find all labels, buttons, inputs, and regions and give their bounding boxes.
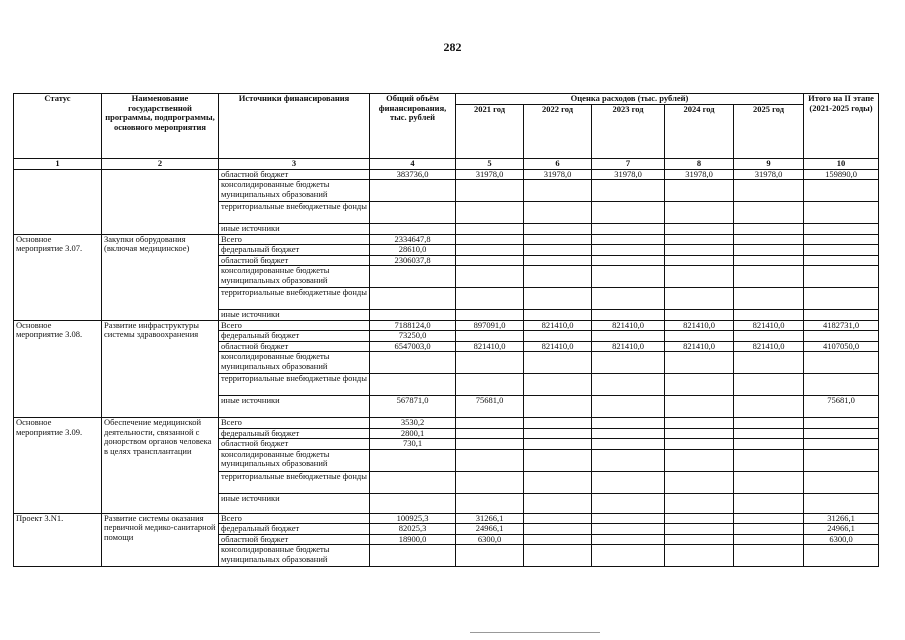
column-number-row: [14, 158, 879, 169]
year-amount-cell: [665, 545, 734, 567]
stage-total-cell: [804, 471, 879, 493]
year-amount-cell: 24966,1: [456, 524, 524, 535]
year-amount-cell: [734, 255, 804, 266]
stage-total-cell: [804, 266, 879, 288]
funding-source-cell: федеральный бюджет: [219, 428, 370, 439]
col-number: 8: [665, 158, 734, 169]
funding-source-cell: иные источники: [219, 493, 370, 513]
year-amount-cell: [592, 310, 665, 321]
year-amount-cell: [456, 245, 524, 256]
col-number: 1: [14, 158, 102, 169]
year-amount-cell: [592, 234, 665, 245]
funding-source-cell: консолидированные бюджеты муниципальных образований: [219, 449, 370, 471]
year-amount-cell: 821410,0: [734, 320, 804, 331]
year-amount-cell: [592, 266, 665, 288]
year-amount-cell: [524, 534, 592, 545]
stage-total-cell: 75681,0: [804, 396, 879, 418]
year-amount-cell: [592, 224, 665, 235]
year-amount-cell: [665, 374, 734, 396]
funding-source-cell: Всего: [219, 513, 370, 524]
col-number: 4: [370, 158, 456, 169]
year-amount-cell: [524, 288, 592, 310]
total-amount-cell: [370, 545, 456, 567]
year-amount-cell: [734, 524, 804, 535]
stage-total-cell: [804, 352, 879, 374]
year-amount-cell: [524, 352, 592, 374]
year-amount-cell: [524, 245, 592, 256]
funding-source-cell: иные источники: [219, 310, 370, 321]
year-amount-cell: [665, 513, 734, 524]
year-amount-cell: [524, 224, 592, 235]
year-amount-cell: [665, 524, 734, 535]
total-amount-cell: 73250,0: [370, 331, 456, 342]
year-amount-cell: [665, 224, 734, 235]
funding-source-cell: консолидированные бюджеты муниципальных образований: [219, 545, 370, 567]
year-amount-cell: [734, 493, 804, 513]
year-amount-cell: [665, 310, 734, 321]
year-amount-cell: [665, 202, 734, 224]
year-amount-cell: [592, 202, 665, 224]
year-amount-cell: [456, 493, 524, 513]
header-year: 2024 год: [665, 104, 734, 158]
year-amount-cell: [456, 255, 524, 266]
year-amount-cell: [592, 449, 665, 471]
year-amount-cell: [524, 524, 592, 535]
year-amount-cell: 897091,0: [456, 320, 524, 331]
year-amount-cell: [524, 374, 592, 396]
year-amount-cell: [592, 374, 665, 396]
year-amount-cell: [524, 418, 592, 429]
stage-total-cell: [804, 439, 879, 450]
funding-source-cell: областной бюджет: [219, 439, 370, 450]
year-amount-cell: 821410,0: [734, 341, 804, 352]
total-amount-cell: 3530,2: [370, 418, 456, 429]
year-amount-cell: 6300,0: [456, 534, 524, 545]
year-amount-cell: [456, 374, 524, 396]
year-amount-cell: [456, 224, 524, 235]
total-amount-cell: [370, 374, 456, 396]
total-amount-cell: [370, 471, 456, 493]
year-amount-cell: [665, 255, 734, 266]
header-year: 2023 год: [592, 104, 665, 158]
year-amount-cell: [456, 266, 524, 288]
funding-source-cell: территориальные внебюджетные фонды: [219, 374, 370, 396]
year-amount-cell: 31978,0: [456, 169, 524, 180]
status-cell: [14, 169, 102, 234]
table-header: [14, 94, 879, 170]
status-cell: Основное мероприятие 3.09.: [14, 418, 102, 514]
year-amount-cell: [734, 180, 804, 202]
year-amount-cell: [592, 245, 665, 256]
year-amount-cell: [592, 439, 665, 450]
year-amount-cell: [734, 288, 804, 310]
funding-source-cell: иные источники: [219, 396, 370, 418]
year-amount-cell: [734, 449, 804, 471]
year-amount-cell: [592, 352, 665, 374]
year-amount-cell: [665, 396, 734, 418]
year-amount-cell: [592, 493, 665, 513]
funding-source-cell: территориальные внебюджетные фонды: [219, 288, 370, 310]
stage-total-cell: [804, 374, 879, 396]
status-cell: Основное мероприятие 3.08.: [14, 320, 102, 418]
year-amount-cell: [734, 545, 804, 567]
year-amount-cell: [524, 428, 592, 439]
year-amount-cell: [524, 513, 592, 524]
year-amount-cell: [524, 202, 592, 224]
year-amount-cell: [456, 310, 524, 321]
stage-total-cell: 6300,0: [804, 534, 879, 545]
total-amount-cell: 567871,0: [370, 396, 456, 418]
year-amount-cell: [456, 449, 524, 471]
total-amount-cell: 2334647,8: [370, 234, 456, 245]
year-amount-cell: [524, 255, 592, 266]
year-amount-cell: [524, 471, 592, 493]
funding-source-cell: федеральный бюджет: [219, 524, 370, 535]
year-amount-cell: [734, 439, 804, 450]
col-number: 5: [456, 158, 524, 169]
stage-total-cell: [804, 449, 879, 471]
total-amount-cell: 18900,0: [370, 534, 456, 545]
col-number: 2: [102, 158, 219, 169]
year-amount-cell: [665, 288, 734, 310]
total-amount-cell: 730,1: [370, 439, 456, 450]
stage-total-cell: [804, 493, 879, 513]
year-amount-cell: [456, 202, 524, 224]
total-amount-cell: [370, 180, 456, 202]
program-name-cell: Развитие системы оказания первичной медико-санитарной помощи: [102, 513, 219, 567]
total-amount-cell: 82025,3: [370, 524, 456, 535]
total-amount-cell: [370, 288, 456, 310]
budget-table: [13, 93, 879, 567]
total-amount-cell: 100925,3: [370, 513, 456, 524]
year-amount-cell: [665, 266, 734, 288]
funding-source-cell: территориальные внебюджетные фонды: [219, 202, 370, 224]
header-name: Наименование государственной программы, подпрограммы, основного мероприятия: [102, 94, 219, 159]
year-amount-cell: [734, 513, 804, 524]
year-amount-cell: [456, 545, 524, 567]
header-sources: Источники финансирования: [219, 94, 370, 159]
year-amount-cell: 821410,0: [665, 341, 734, 352]
stage-total-cell: [804, 202, 879, 224]
col-number: 9: [734, 158, 804, 169]
table-body: [14, 169, 879, 567]
year-amount-cell: [456, 234, 524, 245]
stage-total-cell: [804, 428, 879, 439]
year-amount-cell: [456, 352, 524, 374]
year-amount-cell: [524, 439, 592, 450]
year-amount-cell: [734, 202, 804, 224]
year-amount-cell: [665, 471, 734, 493]
year-amount-cell: [734, 245, 804, 256]
program-name-cell: Обеспечение медицинской деятельности, связанной с донорством органов человека в целях трансплантации: [102, 418, 219, 514]
total-amount-cell: [370, 352, 456, 374]
header-status: Статус: [14, 94, 102, 159]
total-amount-cell: 383736,0: [370, 169, 456, 180]
year-amount-cell: [592, 331, 665, 342]
year-amount-cell: [734, 331, 804, 342]
funding-source-cell: консолидированные бюджеты муниципальных образований: [219, 180, 370, 202]
year-amount-cell: [456, 331, 524, 342]
year-amount-cell: [524, 310, 592, 321]
year-amount-cell: 821410,0: [524, 341, 592, 352]
total-amount-cell: 2800,1: [370, 428, 456, 439]
year-amount-cell: [592, 288, 665, 310]
year-amount-cell: [524, 234, 592, 245]
col-number: 7: [592, 158, 665, 169]
funding-source-cell: Всего: [219, 234, 370, 245]
year-amount-cell: 31978,0: [665, 169, 734, 180]
stage-total-cell: 159890,0: [804, 169, 879, 180]
year-amount-cell: [665, 245, 734, 256]
funding-source-cell: Всего: [219, 320, 370, 331]
year-amount-cell: [665, 234, 734, 245]
total-amount-cell: [370, 449, 456, 471]
funding-source-cell: федеральный бюджет: [219, 245, 370, 256]
year-amount-cell: [456, 288, 524, 310]
col-number: 3: [219, 158, 370, 169]
year-amount-cell: 821410,0: [524, 320, 592, 331]
bottom-rule: [470, 632, 600, 633]
funding-source-cell: территориальные внебюджетные фонды: [219, 471, 370, 493]
year-amount-cell: [665, 180, 734, 202]
year-amount-cell: [734, 310, 804, 321]
col-number: 10: [804, 158, 879, 169]
year-amount-cell: [734, 418, 804, 429]
total-amount-cell: [370, 224, 456, 235]
year-amount-cell: [592, 524, 665, 535]
stage-total-cell: 24966,1: [804, 524, 879, 535]
table-row: [14, 169, 879, 180]
funding-source-cell: консолидированные бюджеты муниципальных образований: [219, 352, 370, 374]
stage-total-cell: [804, 545, 879, 567]
year-amount-cell: 821410,0: [592, 320, 665, 331]
total-amount-cell: [370, 310, 456, 321]
stage-total-cell: 31266,1: [804, 513, 879, 524]
total-amount-cell: 7188124,0: [370, 320, 456, 331]
stage-total-cell: [804, 255, 879, 266]
stage-total-cell: [804, 288, 879, 310]
year-amount-cell: 31266,1: [456, 513, 524, 524]
total-amount-cell: 28610,0: [370, 245, 456, 256]
funding-source-cell: областной бюджет: [219, 341, 370, 352]
table-row: [14, 513, 879, 524]
year-amount-cell: [456, 180, 524, 202]
header-year: 2025 год: [734, 104, 804, 158]
year-amount-cell: [592, 180, 665, 202]
year-amount-cell: [592, 396, 665, 418]
stage-total-cell: [804, 331, 879, 342]
year-amount-cell: 821410,0: [456, 341, 524, 352]
year-amount-cell: 821410,0: [592, 341, 665, 352]
stage-total-cell: 4107050,0: [804, 341, 879, 352]
year-amount-cell: [734, 374, 804, 396]
table-row: [14, 418, 879, 429]
header-year: 2022 год: [524, 104, 592, 158]
funding-source-cell: Всего: [219, 418, 370, 429]
year-amount-cell: [734, 428, 804, 439]
year-amount-cell: [524, 545, 592, 567]
stage-total-cell: [804, 180, 879, 202]
stage-total-cell: [804, 245, 879, 256]
year-amount-cell: [665, 331, 734, 342]
year-amount-cell: [592, 428, 665, 439]
year-amount-cell: [734, 534, 804, 545]
year-amount-cell: [524, 493, 592, 513]
header-year: 2021 год: [456, 104, 524, 158]
stage-total-cell: [804, 224, 879, 235]
page-number: 282: [443, 40, 462, 54]
year-amount-cell: [592, 534, 665, 545]
year-amount-cell: [665, 428, 734, 439]
stage-total-cell: 4182731,0: [804, 320, 879, 331]
year-amount-cell: [734, 471, 804, 493]
year-amount-cell: [665, 352, 734, 374]
total-amount-cell: [370, 493, 456, 513]
year-amount-cell: [665, 534, 734, 545]
year-amount-cell: [592, 513, 665, 524]
header-stage-total: Итого на II этапе (2021-2025 годы): [804, 94, 879, 159]
total-amount-cell: [370, 266, 456, 288]
program-name-cell: Закупки оборудования (включая медицинское): [102, 234, 219, 320]
year-amount-cell: [592, 255, 665, 266]
funding-source-cell: областной бюджет: [219, 255, 370, 266]
year-amount-cell: 31978,0: [592, 169, 665, 180]
stage-total-cell: [804, 310, 879, 321]
table-row: [14, 234, 879, 245]
year-amount-cell: [592, 545, 665, 567]
year-amount-cell: [734, 224, 804, 235]
year-amount-cell: 821410,0: [665, 320, 734, 331]
year-amount-cell: [665, 449, 734, 471]
year-amount-cell: [456, 439, 524, 450]
year-amount-cell: [665, 418, 734, 429]
funding-source-cell: федеральный бюджет: [219, 331, 370, 342]
year-amount-cell: [665, 493, 734, 513]
year-amount-cell: 75681,0: [456, 396, 524, 418]
year-amount-cell: [734, 266, 804, 288]
total-amount-cell: 6547003,0: [370, 341, 456, 352]
year-amount-cell: [592, 471, 665, 493]
status-cell: Основное мероприятие 3.07.: [14, 234, 102, 320]
year-amount-cell: 31978,0: [524, 169, 592, 180]
year-amount-cell: [734, 234, 804, 245]
stage-total-cell: [804, 234, 879, 245]
year-amount-cell: [592, 418, 665, 429]
col-number: 6: [524, 158, 592, 169]
funding-source-cell: областной бюджет: [219, 169, 370, 180]
program-name-cell: [102, 169, 219, 234]
year-amount-cell: [456, 428, 524, 439]
funding-source-cell: областной бюджет: [219, 534, 370, 545]
year-amount-cell: [456, 418, 524, 429]
year-amount-cell: [734, 352, 804, 374]
status-cell: Проект 3.N1.: [14, 513, 102, 567]
year-amount-cell: [734, 396, 804, 418]
year-amount-cell: [524, 180, 592, 202]
year-amount-cell: [456, 471, 524, 493]
year-amount-cell: [524, 396, 592, 418]
funding-source-cell: иные источники: [219, 224, 370, 235]
table-row: [14, 320, 879, 331]
header-total: Общий объём финансирования, тыс. рублей: [370, 94, 456, 159]
total-amount-cell: 2306037,8: [370, 255, 456, 266]
year-amount-cell: [524, 331, 592, 342]
total-amount-cell: [370, 202, 456, 224]
year-amount-cell: [524, 266, 592, 288]
header-estimate: Оценка расходов (тыс. рублей): [456, 94, 804, 105]
year-amount-cell: [524, 449, 592, 471]
stage-total-cell: [804, 418, 879, 429]
year-amount-cell: [665, 439, 734, 450]
program-name-cell: Развитие инфраструктуры системы здравоохранения: [102, 320, 219, 418]
year-amount-cell: 31978,0: [734, 169, 804, 180]
funding-source-cell: консолидированные бюджеты муниципальных образований: [219, 266, 370, 288]
